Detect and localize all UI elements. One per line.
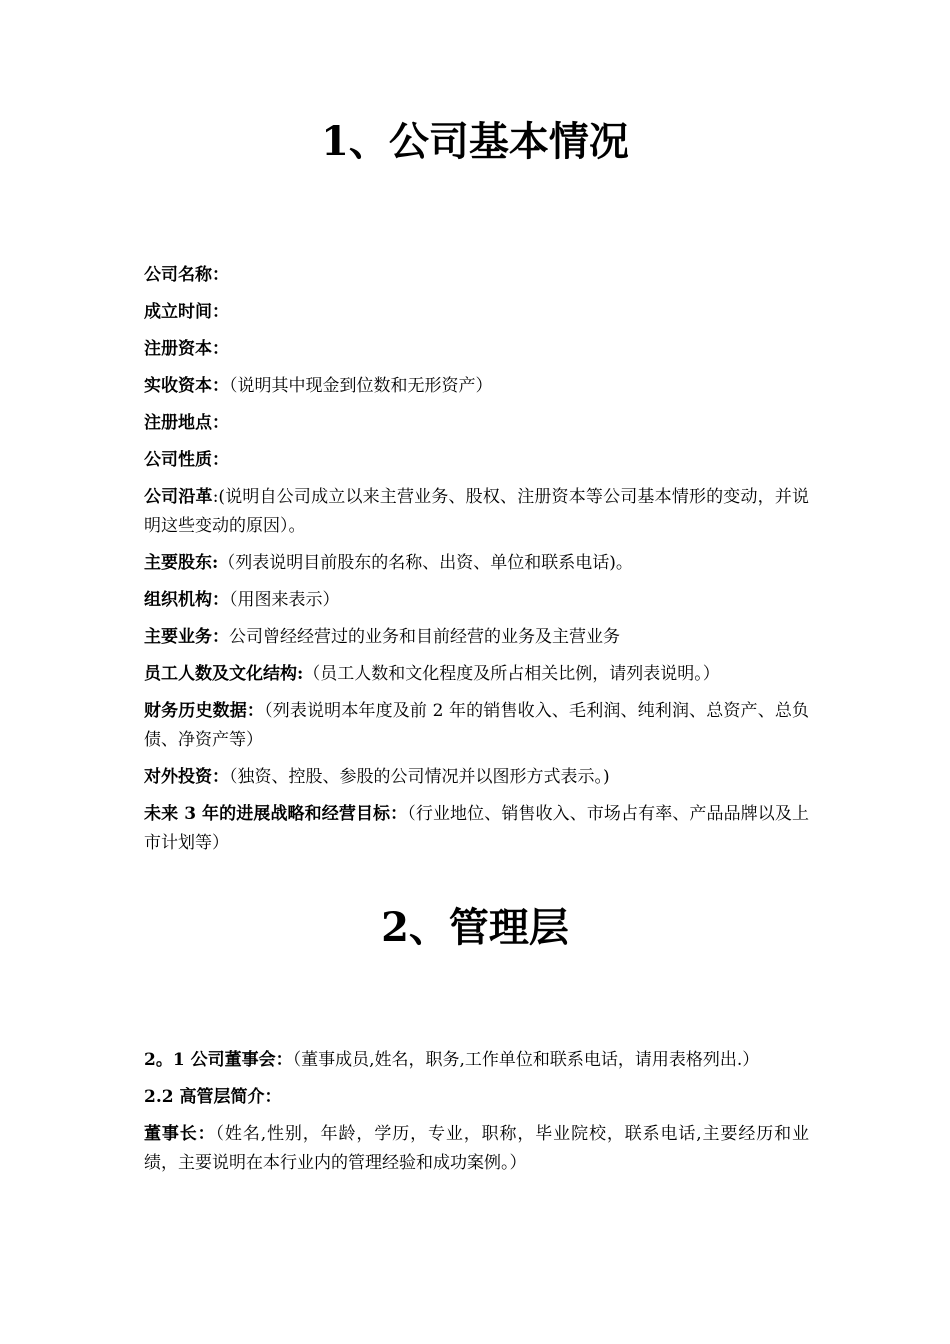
field-desc: （列表说明目前股东的名称、出资、单位和联系电话)。 (218, 553, 633, 573)
section-title-company-basics: 1、公司基本情况 (321, 118, 629, 165)
field-label: 注册地点： (144, 413, 229, 433)
field-desc: （独资、控股、参股的公司情况并以图形方式表示。) (229, 767, 610, 787)
field-label: 实收资本： (144, 376, 229, 396)
field-desc: （姓名,性别，年龄，学历，专业，职称，毕业院校，联系电话,主要经历和业绩，主要说明在本行业内的管理经验和成功案例。） (144, 1124, 809, 1173)
field-organization (144, 586, 809, 615)
field-desc: （员工人数和文化程度及所占相关比例，请列表说明。） (303, 664, 720, 684)
field-company-nature (144, 446, 809, 475)
field-staff-structure (144, 660, 809, 689)
field-paid-in-capital (144, 372, 809, 401)
field-registered-capital (144, 335, 809, 364)
field-label: 2。1 公司董事会： (144, 1050, 293, 1070)
field-label: 2.2 高管层简介： (144, 1087, 282, 1107)
field-financial-history (144, 697, 809, 755)
field-board-of-directors (144, 1046, 809, 1075)
field-future-strategy (144, 800, 809, 858)
field-label: 成立时间： (144, 302, 229, 322)
field-registered-address (144, 409, 809, 438)
field-label: 组织机构： (144, 590, 229, 610)
field-label: 员工人数及文化结构: (144, 664, 304, 684)
field-external-investment (144, 763, 809, 792)
field-label: 公司性质： (144, 450, 229, 470)
field-label: 未来 3 年的进展战略和经营目标： (144, 804, 408, 824)
field-desc: （说明其中现金到位数和无形资产） (229, 376, 493, 396)
field-label: 公司名称： (144, 265, 229, 285)
field-label: 对外投资： (144, 767, 229, 787)
field-desc: （董事成员,姓名，职务,工作单位和联系电话，请用表格列出.） (292, 1050, 760, 1070)
field-label: 注册资本： (144, 339, 229, 359)
field-main-business (144, 623, 809, 652)
management-fields (144, 1046, 809, 1186)
field-chairman (144, 1120, 809, 1178)
field-executive-intro (144, 1083, 809, 1112)
field-desc: （用图来表示） (229, 590, 340, 610)
field-main-shareholders (144, 549, 809, 578)
field-label: 公司沿革 (144, 487, 213, 507)
field-label: 财务历史数据： (144, 701, 265, 721)
field-desc: （行业地位、销售收入、市场占有率、产品品牌以及上市计划等） (144, 804, 810, 853)
field-label: 董事长： (144, 1124, 216, 1144)
company-basics-fields (144, 261, 809, 866)
section-title-management: 2、管理层 (381, 904, 569, 951)
field-established (144, 298, 809, 327)
field-desc: :(说明自公司成立以来主营业务、股权、注册资本等公司基本情形的变动，并说明这些变动的原因）。 (144, 487, 810, 536)
field-desc: 公司曾经经营过的业务和目前经营的业务及主营业务 (229, 627, 620, 647)
field-company-name (144, 261, 809, 290)
field-label: 主要股东: (144, 553, 219, 573)
field-company-history (144, 483, 809, 541)
field-label: 主要业务： (144, 627, 229, 647)
field-desc: （列表说明本年度及前 2 年的销售收入、毛利润、纯利润、总资产、总负债、净资产等） (144, 701, 810, 750)
